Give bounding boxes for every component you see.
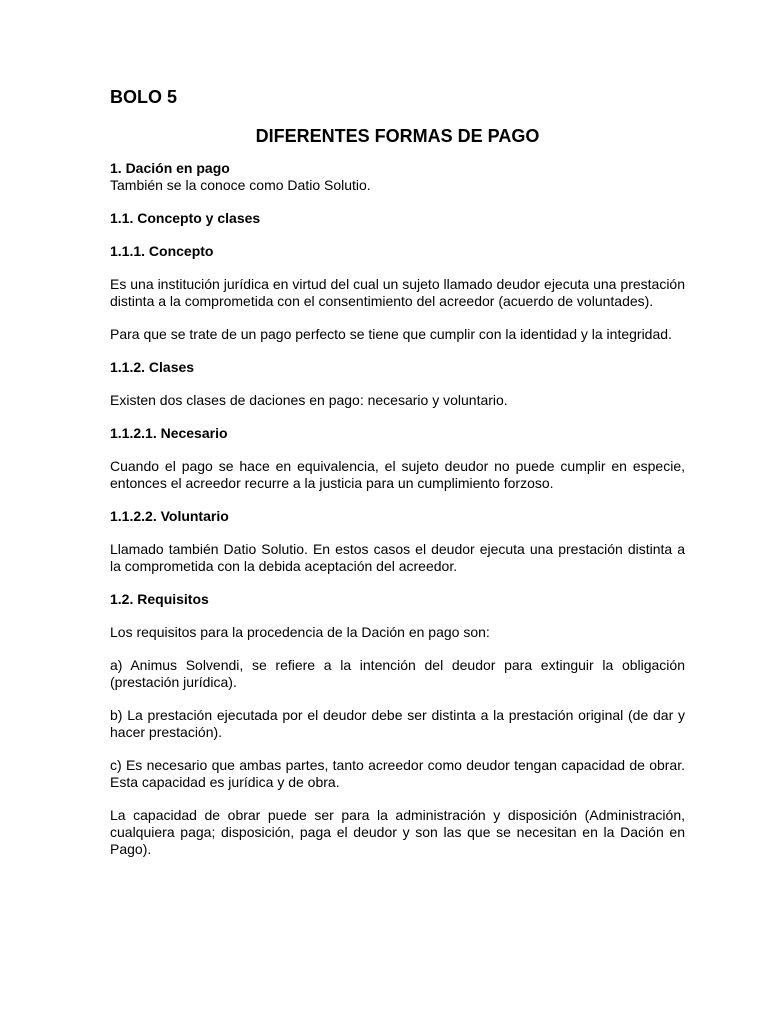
section-heading-1: 1. Dación en pago [110, 160, 230, 176]
document-page [110, 86, 685, 874]
section-heading-1-1-2: 1.1.2. Clases [110, 359, 195, 375]
requisitos-paragraph-capacidad: La capacidad de obrar puede ser para la administración y disposición (Administración, cualquiera paga; disposición, paga el deudor y son las que se necesitan en la Dación en Pago). [110, 807, 685, 857]
section-heading-1-1-2-2: 1.1.2.2. Voluntario [110, 508, 229, 524]
necesario-paragraph: Cuando el pago se hace en equivalencia, el sujeto deudor no puede cumplir en especie, entonces el acreedor recurre a la justicia para un cumplimiento forzoso. [110, 458, 685, 491]
section-heading-1-1-2-1: 1.1.2.1. Necesario [110, 425, 228, 441]
requisitos-paragraph-intro: Los requisitos para la procedencia de la Dación en pago son: [110, 624, 490, 640]
requisitos-paragraph-a: a) Animus Solvendi, se refiere a la intención del deudor para extinguir la obligación (prestación jurídica). [110, 657, 685, 690]
document-title: BOLO 5 [110, 87, 178, 107]
concepto-paragraph-2: Para que se trate de un pago perfecto se tiene que cumplir con la identidad y la integridad. [110, 326, 672, 342]
section-1-intro: También se la conoce como Datio Solutio. [110, 177, 371, 193]
document-subtitle: DIFERENTES FORMAS DE PAGO [255, 126, 540, 146]
section-heading-1-1-1: 1.1.1. Concepto [110, 243, 214, 259]
voluntario-paragraph: Llamado también Datio Solutio. En estos casos el deudor ejecuta una prestación distinta a la comprometida con la debida aceptación del acreedor. [110, 541, 685, 574]
section-heading-1-2: 1.2. Requisitos [110, 591, 209, 607]
section-heading-1-1: 1.1. Concepto y clases [110, 210, 261, 226]
requisitos-paragraph-c: c) Es necesario que ambas partes, tanto acreedor como deudor tengan capacidad de obrar. Esta capacidad es jurídica y de obra. [110, 757, 685, 790]
requisitos-paragraph-b: b) La prestación ejecutada por el deudor debe ser distinta a la prestación original (de dar y hacer prestación). [110, 707, 685, 740]
clases-paragraph: Existen dos clases de daciones en pago: necesario y voluntario. [110, 392, 508, 408]
concepto-paragraph-1: Es una institución jurídica en virtud del cual un sujeto llamado deudor ejecuta una prestación distinta a la comprometida con el consentimiento del acreedor (acuerdo de voluntades). [110, 276, 685, 309]
